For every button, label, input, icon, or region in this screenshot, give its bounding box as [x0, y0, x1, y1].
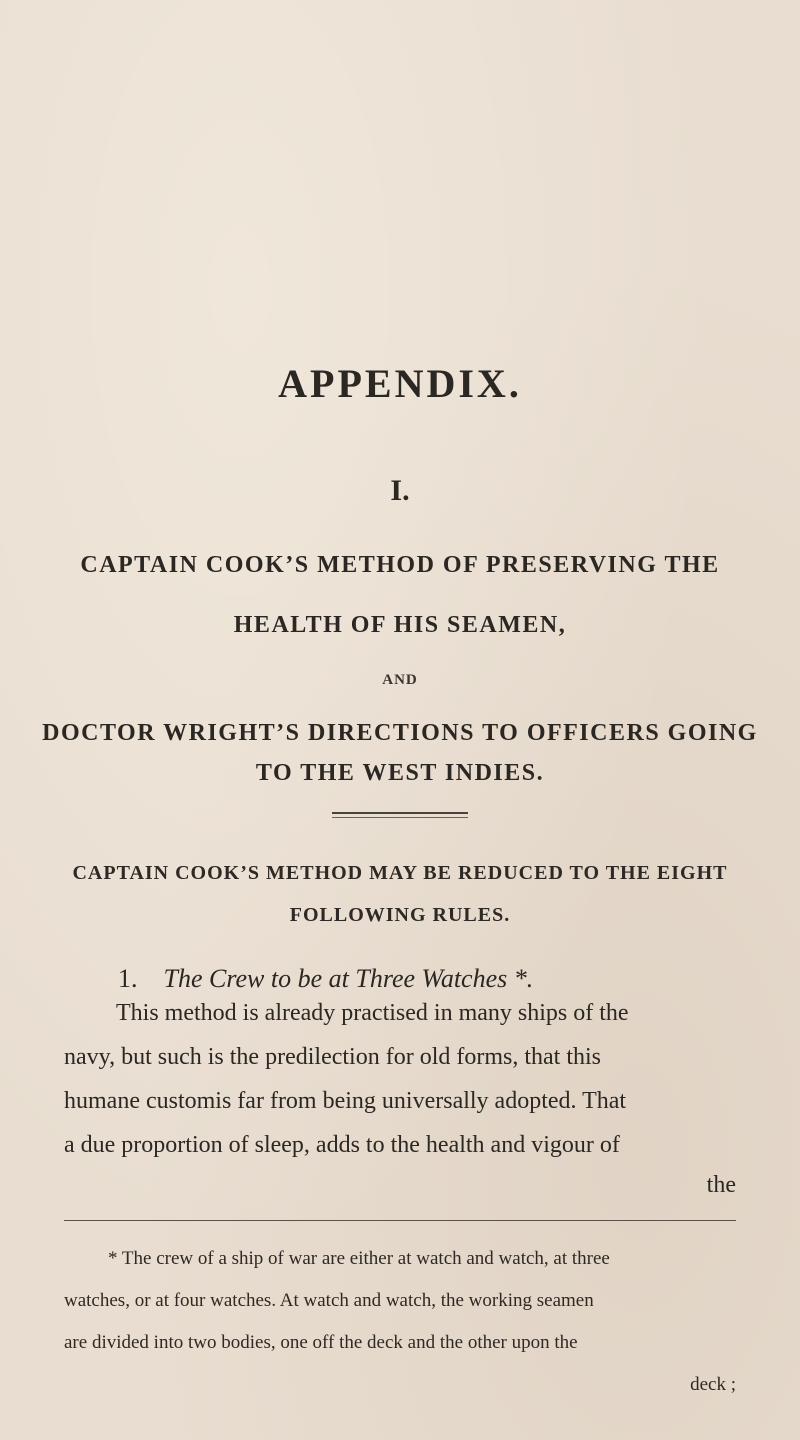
footnote-line-2: watches, or at four watches. At watch and watch, the working seamen — [64, 1290, 594, 1311]
body-text-2: navy, but such is the predilection for old forms, that this — [64, 1044, 602, 1070]
body-line-5: the — [706, 1172, 736, 1198]
section-divider-thin — [332, 817, 468, 818]
footnote-line-1: * The crew of a ship of war are either at watch and watch, at three — [108, 1248, 610, 1269]
heading-line-4: TO THE WEST INDIES. — [255, 760, 545, 786]
footnote-line-4: deck ; — [690, 1374, 736, 1395]
heading-line-1: CAPTAIN COOK’S METHOD OF PRESERVING THE — [80, 552, 720, 578]
body-text-1: This method is already practised in many ships of the — [116, 1000, 629, 1026]
body-line-2 — [64, 1044, 601, 1071]
appendix-title: APPENDIX. — [278, 361, 522, 406]
section-divider — [332, 812, 468, 814]
subheading-line-1: CAPTAIN COOK’S METHOD MAY BE REDUCED TO THE EIGHT — [72, 862, 728, 884]
body-line-3 — [64, 1088, 626, 1115]
body-line-4: a due proportion of sleep, adds to the health and vigour of — [64, 1132, 620, 1158]
rule-number: 1. — [118, 964, 138, 993]
section-number: I. — [390, 474, 410, 507]
body-text-3: humane customis far from being universally adopted. That — [64, 1088, 627, 1114]
body-line-1 — [116, 1000, 742, 1027]
footnote-line-3: are divided into two bodies, one off the deck and the other upon the — [64, 1332, 578, 1353]
heading-and: AND — [382, 672, 418, 688]
heading-line-3: DOCTOR WRIGHT’S DIRECTIONS TO OFFICERS GOING — [42, 720, 758, 746]
rule-title: The Crew to be at Three Watches *. — [163, 964, 534, 993]
footnote-rule — [64, 1220, 736, 1221]
subheading-line-2: FOLLOWING RULES. — [289, 904, 511, 926]
heading-line-2: HEALTH OF HIS SEAMEN, — [233, 612, 567, 638]
rule-heading — [118, 964, 533, 994]
